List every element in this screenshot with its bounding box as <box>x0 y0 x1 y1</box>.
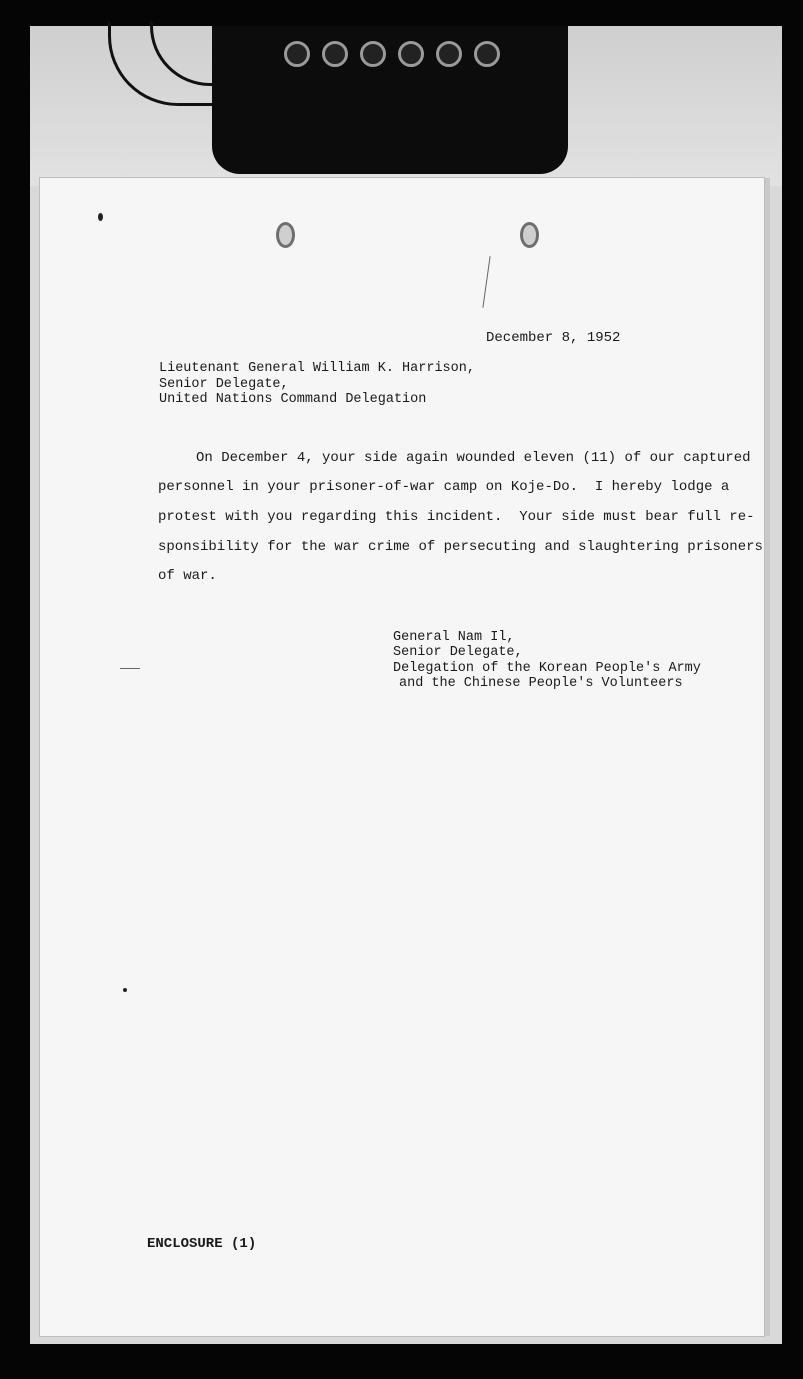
scan-hairline <box>120 668 140 669</box>
body-line: of war. <box>158 568 217 584</box>
binder-clip <box>212 26 568 174</box>
binder-clip-studs <box>282 36 502 72</box>
recipient-line: Lieutenant General William K. Harrison, <box>159 361 475 376</box>
signature-line: and the Chinese People's Volunteers <box>399 676 683 691</box>
signature-line: Delegation of the Korean People's Army <box>393 661 701 676</box>
stud-icon <box>436 41 462 67</box>
body-line: protest with you regarding this incident. Your side must bear full re- <box>158 509 755 525</box>
scan-speck <box>98 213 103 221</box>
body-line: sponsibility for the war crime of persecuting and slaughtering prisoners <box>158 539 763 555</box>
stud-icon <box>360 41 386 67</box>
stud-icon <box>322 41 348 67</box>
body-line: personnel in your prisoner-of-war camp on Koje-Do. I hereby lodge a <box>158 479 730 495</box>
stud-icon <box>284 41 310 67</box>
enclosure-label: ENCLOSURE (1) <box>147 1236 257 1252</box>
letter-date: December 8, 1952 <box>486 330 621 346</box>
stud-icon <box>474 41 500 67</box>
body-line: On December 4, your side again wounded eleven (11) of our captured <box>196 450 751 466</box>
punch-hole-right <box>520 222 539 248</box>
signature-line: General Nam Il, <box>393 630 515 645</box>
signature-line: Senior Delegate, <box>393 645 523 660</box>
punch-hole-left <box>276 222 295 248</box>
recipient-line: United Nations Command Delegation <box>159 392 427 407</box>
letter-page <box>40 178 764 1336</box>
stud-icon <box>398 41 424 67</box>
recipient-line: Senior Delegate, <box>159 377 289 392</box>
scan-speck <box>123 988 127 992</box>
